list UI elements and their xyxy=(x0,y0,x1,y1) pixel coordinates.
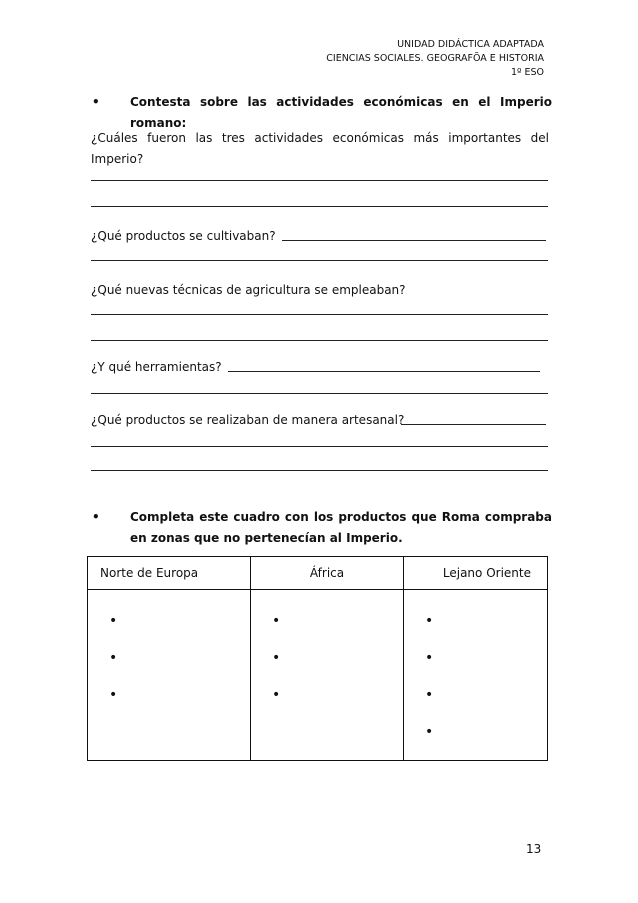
section-2-heading-text: Completa este cuadro con los productos que Roma compraba en zonas que no pertenecían al Imperio. xyxy=(130,510,552,545)
question-2: ¿Qué productos se cultivaban? xyxy=(91,229,276,243)
products-table xyxy=(87,556,548,761)
answer-line-inline[interactable] xyxy=(282,240,546,241)
list-item: • xyxy=(272,687,281,703)
document-header xyxy=(326,38,544,80)
bullet-list xyxy=(405,608,546,756)
list-item: • xyxy=(425,613,434,629)
list-item: • xyxy=(425,650,434,666)
table-header-row xyxy=(88,557,548,590)
table-cell-north-europe[interactable] xyxy=(88,590,251,761)
answer-line[interactable] xyxy=(91,314,548,315)
bullet-list xyxy=(89,608,249,719)
answer-line[interactable] xyxy=(91,180,548,181)
answer-line[interactable] xyxy=(91,470,548,471)
answer-line[interactable] xyxy=(91,393,548,394)
section-1-heading-text: Contesta sobre las actividades económicas en el Imperio romano: xyxy=(130,95,552,130)
list-item: • xyxy=(272,650,281,666)
section-2-heading xyxy=(92,507,552,549)
table-cell-far-east[interactable] xyxy=(404,590,548,761)
bullet-list xyxy=(252,608,402,719)
answer-line-inline[interactable] xyxy=(228,371,540,372)
list-item: • xyxy=(109,687,118,703)
answer-line[interactable] xyxy=(91,446,548,447)
table-cell-africa[interactable] xyxy=(251,590,404,761)
answer-line[interactable] xyxy=(91,340,548,341)
column-header-africa: África xyxy=(251,557,404,590)
list-item: • xyxy=(425,724,434,740)
bullet-icon: • xyxy=(92,95,100,109)
question-3: ¿Qué nuevas técnicas de agricultura se empleaban? xyxy=(91,283,406,297)
list-item: • xyxy=(425,687,434,703)
answer-line[interactable] xyxy=(91,260,548,261)
question-4: ¿Y qué herramientas? xyxy=(91,360,222,374)
page-number: 13 xyxy=(526,842,542,856)
list-item: • xyxy=(272,613,281,629)
list-item: • xyxy=(109,613,118,629)
answer-line-inline[interactable] xyxy=(401,424,546,425)
table-row xyxy=(88,590,548,761)
header-subject: CIENCIAS SOCIALES. GEOGRAFÕA E HISTORIA xyxy=(326,53,544,64)
question-1: ¿Cuáles fueron las tres actividades económicas más importantes del Imperio? xyxy=(91,131,549,166)
list-item: • xyxy=(109,650,118,666)
question-5: ¿Qué productos se realizaban de manera artesanal? xyxy=(91,413,405,427)
header-unit: UNIDAD DIDÁCTICA ADAPTADA xyxy=(397,39,544,50)
answer-line[interactable] xyxy=(91,206,548,207)
header-course: 1º ESO xyxy=(510,67,544,78)
column-header-north-europe: Norte de Europa xyxy=(88,557,251,590)
column-header-far-east: Lejano Oriente xyxy=(404,557,548,590)
bullet-icon: • xyxy=(92,510,100,524)
